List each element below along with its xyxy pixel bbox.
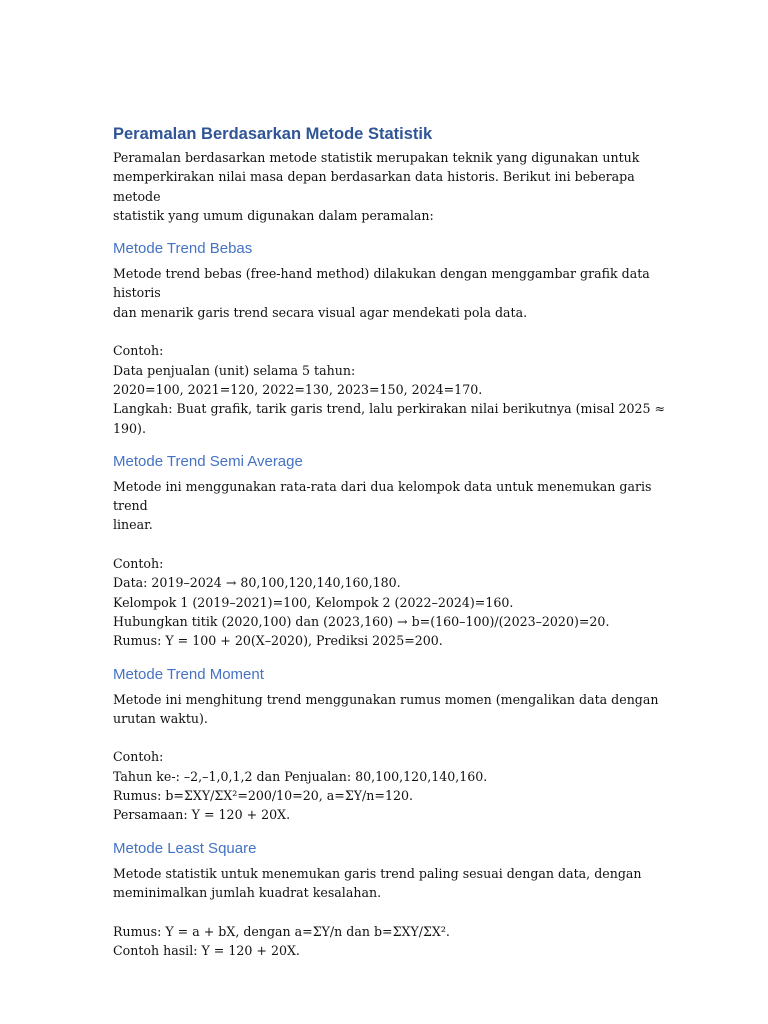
example-label: Contoh:	[113, 556, 164, 572]
paragraph-gap	[113, 535, 673, 554]
section-description-line: Metode trend bebas (free-hand method) dilakukan dengan menggambar grafik data historis	[113, 266, 650, 301]
example-label: Contoh:	[113, 749, 164, 765]
example-line: 2020=100, 2021=120, 2022=130, 2023=150, 2024=170.	[113, 381, 483, 397]
section-heading: Metode Trend Moment	[113, 665, 264, 683]
section-description-line: meminimalkan jumlah kuadrat kesalahan.	[113, 884, 382, 900]
section-heading: Metode Trend Bebas	[113, 240, 253, 258]
paragraph-gap	[113, 902, 673, 921]
example-line: Kelompok 1 (2019–2021)=100, Kelompok 2 (2022–2024)=160.	[113, 594, 514, 610]
section-description-line: urutan waktu).	[113, 710, 208, 726]
section-description-line: Metode ini menghitung trend menggunakan rumus momen (mengalikan data dengan	[113, 691, 659, 707]
example-line: Langkah: Buat grafik, tarik garis trend, lalu perkirakan nilai berikutnya (misal 2025 ≈ 190).	[113, 401, 666, 436]
paragraph-gap	[113, 728, 673, 747]
formula-line: Rumus: Y = a + bX, dengan a=ΣY/n dan b=ΣXY/ΣX².	[113, 923, 450, 939]
section-trend-semi-average	[113, 451, 673, 651]
section-trend-moment	[113, 664, 673, 825]
example-line: Persamaan: Y = 120 + 20X.	[113, 807, 291, 823]
document-title: Peramalan Berdasarkan Metode Statistik	[113, 125, 433, 143]
section-description-line: linear.	[113, 517, 153, 533]
document-page	[113, 122, 673, 960]
section-heading: Metode Trend Semi Average	[113, 452, 303, 470]
example-line: Tahun ke-: –2,–1,0,1,2 dan Penjualan: 80,100,120,140,160.	[113, 768, 488, 784]
example-line: Hubungkan titik (2020,100) dan (2023,160) → b=(160–100)/(2023–2020)=20.	[113, 613, 610, 629]
section-description-line: Metode statistik untuk menemukan garis trend paling sesuai dengan data, dengan	[113, 865, 642, 881]
section-least-square	[113, 838, 673, 960]
section-description-line: dan menarik garis trend secara visual agar mendekati pola data.	[113, 304, 528, 320]
intro-line: memperkirakan nilai masa depan berdasarkan data historis. Berikut ini beberapa metode	[113, 169, 635, 204]
intro-line: Peramalan berdasarkan metode statistik merupakan teknik yang digunakan untuk	[113, 150, 640, 165]
section-heading: Metode Least Square	[113, 839, 257, 857]
section-description-line: Metode ini menggunakan rata-rata dari dua kelompok data untuk menemukan garis trend	[113, 478, 652, 514]
example-line: Data penjualan (unit) selama 5 tahun:	[113, 362, 356, 378]
example-line: Rumus: Y = 100 + 20(X–2020), Prediksi 2025=200.	[113, 633, 443, 649]
example-line: Data: 2019–2024 → 80,100,120,140,160,180.	[113, 575, 401, 591]
example-line: Rumus: b=ΣXY/ΣX²=200/10=20, a=ΣY/n=120.	[113, 788, 413, 804]
section-trend-bebas	[113, 238, 673, 438]
paragraph-gap	[113, 322, 673, 341]
intro-line: statistik yang umum digunakan dalam peramalan:	[113, 207, 434, 223]
example-label: Contoh:	[113, 343, 164, 359]
formula-line: Contoh hasil: Y = 120 + 20X.	[113, 942, 300, 958]
